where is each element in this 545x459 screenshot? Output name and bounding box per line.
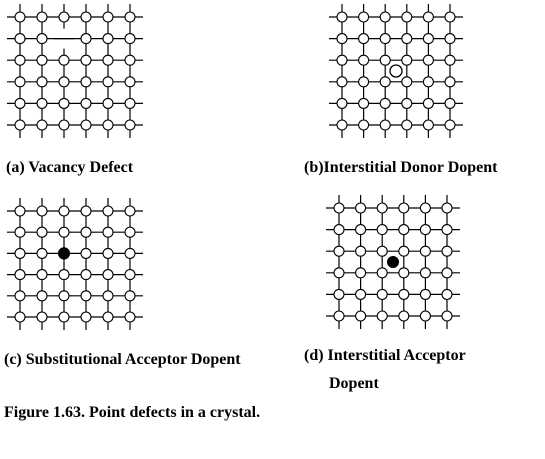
lattice-atom bbox=[125, 206, 135, 216]
lattice-atom bbox=[380, 120, 390, 130]
caption-panel-b: (b)Interstitial Donor Dopent bbox=[304, 159, 498, 176]
lattice-atom bbox=[402, 12, 412, 22]
lattice-atom bbox=[37, 34, 47, 44]
lattice-atom bbox=[337, 55, 347, 65]
lattice-atom bbox=[399, 225, 409, 235]
lattice-atom bbox=[399, 311, 409, 321]
lattice-atom bbox=[402, 34, 412, 44]
caption-panel-a: (a) Vacancy Defect bbox=[6, 159, 134, 176]
lattice-atom bbox=[81, 55, 91, 65]
lattice-panel-c bbox=[7, 198, 143, 330]
lattice-atom bbox=[59, 120, 69, 130]
lattice-atom bbox=[15, 98, 25, 108]
lattice-atom bbox=[37, 77, 47, 87]
lattice-atom bbox=[377, 225, 387, 235]
caption-panel-d-line2: Dopent bbox=[329, 375, 379, 392]
lattice-atom bbox=[359, 120, 369, 130]
lattice-atom bbox=[125, 77, 135, 87]
lattice-atom bbox=[402, 98, 412, 108]
lattice-atom bbox=[356, 289, 366, 299]
lattice-atom bbox=[420, 311, 430, 321]
lattice-atom bbox=[420, 225, 430, 235]
lattice-atom bbox=[59, 227, 69, 237]
lattice-panel-b bbox=[329, 4, 463, 138]
lattice-atom bbox=[334, 311, 344, 321]
lattice-atom bbox=[81, 98, 91, 108]
lattice-atom bbox=[359, 98, 369, 108]
lattice-atom bbox=[59, 98, 69, 108]
lattice-atom bbox=[15, 312, 25, 322]
lattice-atom bbox=[377, 311, 387, 321]
lattice-atom bbox=[15, 55, 25, 65]
lattice-atom bbox=[337, 77, 347, 87]
lattice-atom bbox=[103, 120, 113, 130]
lattice-atom bbox=[377, 268, 387, 278]
lattice-panel-a bbox=[7, 4, 143, 138]
lattice-atom bbox=[81, 12, 91, 22]
substitutional-dopant-atom bbox=[59, 248, 70, 259]
lattice-atom bbox=[423, 98, 433, 108]
lattice-atom bbox=[423, 34, 433, 44]
lattice-atom bbox=[399, 289, 409, 299]
lattice-atom bbox=[103, 77, 113, 87]
lattice-atom bbox=[125, 120, 135, 130]
lattice-atom bbox=[15, 291, 25, 301]
lattice-atom bbox=[59, 12, 69, 22]
lattice-atom bbox=[37, 248, 47, 258]
lattice-atom bbox=[337, 34, 347, 44]
lattice-atom bbox=[103, 227, 113, 237]
interstitial-acceptor-atom bbox=[388, 257, 399, 268]
interstitial-donor-atom bbox=[390, 65, 402, 77]
lattice-atom bbox=[402, 120, 412, 130]
lattice-atom bbox=[81, 291, 91, 301]
lattice-atom bbox=[334, 268, 344, 278]
lattice-atom bbox=[334, 289, 344, 299]
lattice-atom bbox=[59, 312, 69, 322]
lattice-atom bbox=[15, 206, 25, 216]
lattice-atom bbox=[59, 77, 69, 87]
lattice-atom bbox=[402, 77, 412, 87]
caption-panel-c: (c) Substitutional Acceptor Dopent bbox=[4, 351, 241, 368]
lattice-atom bbox=[59, 270, 69, 280]
lattice-atom bbox=[125, 270, 135, 280]
lattice-atom bbox=[377, 289, 387, 299]
lattice-atom bbox=[15, 77, 25, 87]
lattice-atom bbox=[125, 34, 135, 44]
lattice-atom bbox=[337, 120, 347, 130]
lattice-atom bbox=[423, 55, 433, 65]
figure-caption: Figure 1.63. Point defects in a crystal. bbox=[4, 404, 261, 421]
lattice-atom bbox=[445, 12, 455, 22]
lattice-atom bbox=[125, 248, 135, 258]
lattice-atom bbox=[37, 98, 47, 108]
lattice-atom bbox=[103, 312, 113, 322]
lattice-atom bbox=[445, 120, 455, 130]
lattice-atom bbox=[423, 77, 433, 87]
lattice-atom bbox=[15, 248, 25, 258]
lattice-atom bbox=[445, 34, 455, 44]
lattice-atom bbox=[420, 203, 430, 213]
lattice-atom bbox=[359, 34, 369, 44]
lattice-atom bbox=[399, 203, 409, 213]
lattice-atom bbox=[380, 12, 390, 22]
lattice-atom bbox=[37, 291, 47, 301]
lattice-atom bbox=[356, 203, 366, 213]
lattice-atom bbox=[442, 246, 452, 256]
lattice-atom bbox=[377, 246, 387, 256]
lattice-atom bbox=[103, 55, 113, 65]
lattice-atom bbox=[81, 34, 91, 44]
lattice-atom bbox=[81, 270, 91, 280]
lattice-atom bbox=[103, 98, 113, 108]
lattice-atom bbox=[125, 55, 135, 65]
lattice-atom bbox=[420, 289, 430, 299]
lattice-atom bbox=[81, 77, 91, 87]
lattice-atom bbox=[442, 225, 452, 235]
lattice-atom bbox=[356, 246, 366, 256]
lattice-atom bbox=[442, 203, 452, 213]
lattice-atom bbox=[380, 98, 390, 108]
lattice-atom bbox=[103, 248, 113, 258]
lattice-atom bbox=[359, 55, 369, 65]
lattice-atom bbox=[399, 268, 409, 278]
lattice-atom bbox=[380, 55, 390, 65]
lattice-atom bbox=[359, 77, 369, 87]
lattice-atom bbox=[37, 12, 47, 22]
lattice-atom bbox=[81, 206, 91, 216]
lattice-atom bbox=[445, 77, 455, 87]
lattice-atom bbox=[37, 120, 47, 130]
lattice-atom bbox=[356, 225, 366, 235]
lattice-atom bbox=[81, 227, 91, 237]
lattice-atom bbox=[37, 206, 47, 216]
lattice-atom bbox=[37, 270, 47, 280]
lattice-atom bbox=[81, 312, 91, 322]
lattice-atom bbox=[103, 291, 113, 301]
lattice-atom bbox=[125, 98, 135, 108]
lattice-atom bbox=[420, 246, 430, 256]
lattice-atom bbox=[125, 12, 135, 22]
lattice-atom bbox=[380, 77, 390, 87]
lattice-atom bbox=[103, 12, 113, 22]
lattice-atom bbox=[15, 227, 25, 237]
lattice-atom bbox=[103, 34, 113, 44]
lattice-atom bbox=[402, 55, 412, 65]
lattice-atom bbox=[15, 120, 25, 130]
lattice-atom bbox=[59, 291, 69, 301]
lattice-atom bbox=[125, 312, 135, 322]
lattice-atom bbox=[423, 12, 433, 22]
lattice-atom bbox=[37, 312, 47, 322]
lattice-atom bbox=[423, 120, 433, 130]
lattice-atom bbox=[59, 206, 69, 216]
lattice-atom bbox=[445, 98, 455, 108]
lattice-atom bbox=[81, 248, 91, 258]
lattice-atom bbox=[442, 268, 452, 278]
lattice-atom bbox=[356, 311, 366, 321]
lattice-atom bbox=[445, 55, 455, 65]
lattice-panel-d bbox=[326, 195, 460, 329]
lattice-atom bbox=[103, 270, 113, 280]
lattice-atom bbox=[334, 203, 344, 213]
lattice-atom bbox=[103, 206, 113, 216]
lattice-atom bbox=[334, 246, 344, 256]
lattice-atom bbox=[380, 34, 390, 44]
caption-panel-d-line1: (d) Interstitial Acceptor bbox=[304, 347, 466, 364]
lattice-atom bbox=[125, 291, 135, 301]
lattice-atom bbox=[59, 55, 69, 65]
lattice-atom bbox=[37, 227, 47, 237]
lattice-atom bbox=[442, 311, 452, 321]
lattice-atom bbox=[15, 12, 25, 22]
lattice-atom bbox=[356, 268, 366, 278]
lattice-atom bbox=[337, 12, 347, 22]
lattice-atom bbox=[337, 98, 347, 108]
lattice-atom bbox=[15, 270, 25, 280]
lattice-atom bbox=[377, 203, 387, 213]
lattice-atom bbox=[81, 120, 91, 130]
lattice-atom bbox=[125, 227, 135, 237]
lattice-atom bbox=[420, 268, 430, 278]
lattice-atom bbox=[442, 289, 452, 299]
lattice-atom bbox=[399, 246, 409, 256]
lattice-atom bbox=[359, 12, 369, 22]
lattice-atom bbox=[334, 225, 344, 235]
lattice-atom bbox=[37, 55, 47, 65]
lattice-atom bbox=[15, 34, 25, 44]
